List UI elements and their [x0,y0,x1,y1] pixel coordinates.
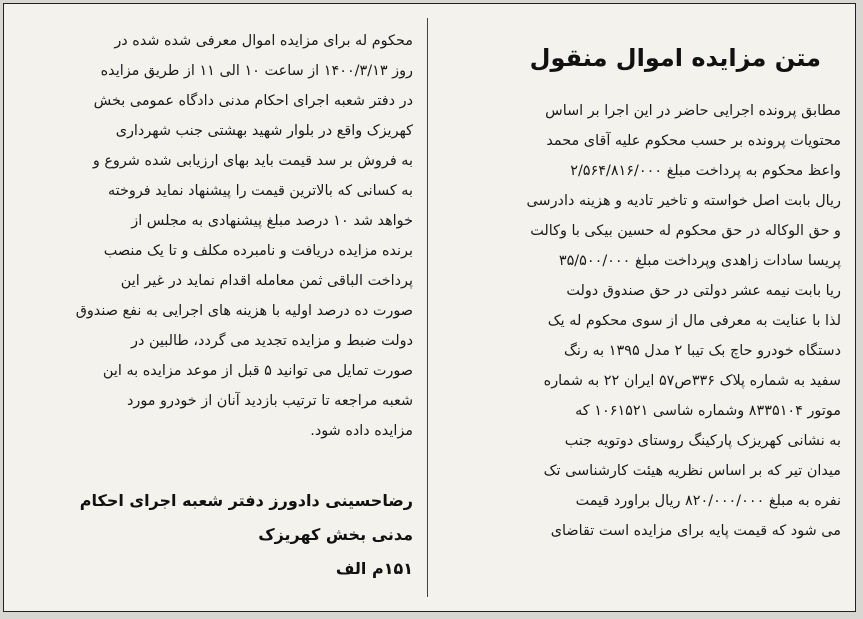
text-line: نفره به مبلغ ۸۲۰/۰۰۰/۰۰۰ ریال براورد قیمت [575,493,841,509]
text-line: صورت تمایل می توانید ۵ قبل از موعد مزایده به این [102,363,413,379]
text-line: کهریزک واقع در بلوار شهید بهشتی جنب شهرداری [115,123,413,139]
right-column [445,96,841,546]
signature-line: مدنی بخش کهریزک [258,525,413,544]
text-line: موتور ۸۳۳۵۱۰۴ وشماره شاسی ۱۰۶۱۵۲۱ که [575,403,841,419]
text-line: برنده مزایده دریافت و نامبرده مکلف و تا یک منصب [103,243,413,259]
left-column [14,26,413,446]
text-line: روز ۱۴۰۰/۳/۱۳ از ساعت ۱۰ الی ۱۱ از طریق مزایده [100,63,413,79]
signature-line: ۱۵۱م الف [335,559,413,578]
signature-line: رضاحسینی دادورز دفتر شعبه اجرای احکام [79,491,413,510]
text-line: شعبه مراجعه تا ترتیب بازدید آنان از خودرو مورد [126,393,413,409]
text-line: پرداخت الباقی ثمن معامله اقدام نماید در غیر این [120,273,413,289]
text-line: مزایده داده شود. [310,423,413,439]
text-line: در دفتر شعبه اجرای احکام مدنی دادگاه عمومی بخش [93,93,413,109]
text-line: به نشانی کهریزک پارکینگ روستای دوتویه جنب [564,433,841,449]
text-line: لذا با عنایت به معرفی مال از سوی محکوم له یک [547,313,841,329]
text-line: سفید به شماره پلاک ۳۳۶ص۵۷ ایران ۲۲ به شماره [543,373,841,389]
notice-title: متن مزایده اموال منقول [529,44,821,72]
text-line: ریا بابت نیمه عشر دولتی در حق صندوق دولت [566,283,841,299]
notice-page [3,3,856,612]
text-line: محکوم له برای مزایده اموال معرفی شده شده در [114,33,413,49]
text-line: محتویات پرونده بر حسب محکوم علیه آقای محمد [546,133,841,149]
text-line: دولت ضبط و مزایده تجدید می گردد، طالبین در [131,333,413,349]
text-line: می شود که قیمت پایه برای مزایده است تقاضای [550,523,841,539]
column-divider [427,18,428,597]
text-line: مطابق پرونده اجرایی حاضر در این اجرا بر اساس [545,103,841,119]
text-line: صورت ده درصد اولیه با هزینه های اجرایی به نفع صندوق [75,303,413,319]
text-line: پریسا سادات زاهدی وپرداخت مبلغ ۳۵/۵۰۰/۰۰۰ [558,253,841,269]
text-line: ریال بابت اصل خواسته و تاخیر تادیه و هزینه دادرسی [526,193,841,209]
text-line: واعظ محکوم به پرداخت مبلغ ۲/۵۶۴/۸۱۶/۰۰۰ [570,163,841,179]
text-line: به کسانی که بالاترین قیمت را پیشنهاد نماید فروخته [107,183,413,199]
signature-block [14,484,413,586]
text-line: به فروش بر سد قیمت باید بهای ارزیابی شده شروع و [92,153,413,169]
text-line: خواهد شد ۱۰ درصد مبلغ پیشنهادی به مجلس از [131,213,413,229]
text-line: و حق الوکاله در حق محکوم له حسین بیکی با وکالت [530,223,841,239]
text-line: دستگاه خودرو حاچ بک تیبا ۲ مدل ۱۳۹۵ به رنگ [564,343,841,359]
text-line: میدان تیر که بر اساس نظریه هیئت کارشناسی تک [543,463,841,479]
